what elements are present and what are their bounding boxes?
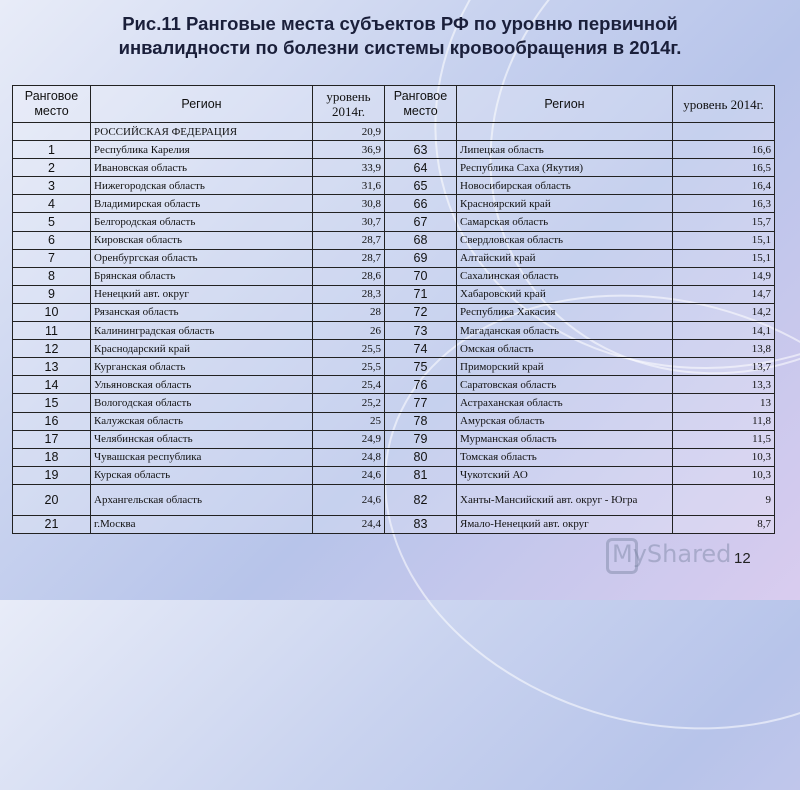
- level-left-cell: 24,8: [313, 448, 385, 466]
- region-right-cell: Самарская область: [457, 213, 673, 231]
- level-left-cell: 30,8: [313, 195, 385, 213]
- rank-right-cell: 65: [385, 177, 457, 195]
- level-right-cell: 16,6: [673, 141, 775, 159]
- region-right-cell: Алтайский край: [457, 249, 673, 267]
- rank-left-cell: 12: [13, 340, 91, 358]
- region-right-cell: Приморский край: [457, 358, 673, 376]
- level-left-cell: 28,3: [313, 285, 385, 303]
- region-left-cell: Нижегородская область: [91, 177, 313, 195]
- level-right-cell: 16,5: [673, 159, 775, 177]
- table-row: [13, 430, 775, 448]
- rank-right-cell: [385, 123, 457, 141]
- region-right-cell: Омская область: [457, 340, 673, 358]
- level-left-cell: 20,9: [313, 123, 385, 141]
- region-right-cell: Амурская область: [457, 412, 673, 430]
- level-right-cell: 10,3: [673, 448, 775, 466]
- header-level-right: уровень 2014г.: [673, 86, 775, 123]
- region-right-cell: Свердловская область: [457, 231, 673, 249]
- table-row: [13, 394, 775, 412]
- rank-right-cell: 71: [385, 285, 457, 303]
- level-left-cell: 25,5: [313, 358, 385, 376]
- region-right-cell: Астраханская область: [457, 394, 673, 412]
- table-row: [13, 231, 775, 249]
- rank-right-cell: 66: [385, 195, 457, 213]
- region-right-cell: [457, 123, 673, 141]
- level-right-cell: 15,1: [673, 231, 775, 249]
- table-row: [13, 141, 775, 159]
- page-title: [40, 12, 760, 60]
- rank-left-cell: 5: [13, 213, 91, 231]
- table-row: [13, 249, 775, 267]
- header-level-left: уровень 2014г.: [313, 86, 385, 123]
- region-left-cell: Оренбургская область: [91, 249, 313, 267]
- region-left-cell: Рязанская область: [91, 303, 313, 321]
- rank-left-cell: 8: [13, 267, 91, 285]
- rank-left-cell: 15: [13, 394, 91, 412]
- table-row: [13, 322, 775, 340]
- level-right-cell: 16,4: [673, 177, 775, 195]
- level-right-cell: 15,7: [673, 213, 775, 231]
- table-row: [13, 177, 775, 195]
- rank-left-cell: 9: [13, 285, 91, 303]
- level-left-cell: 28,7: [313, 231, 385, 249]
- page-number: 12: [734, 550, 751, 567]
- rank-left-cell: 17: [13, 430, 91, 448]
- level-left-cell: 28: [313, 303, 385, 321]
- table-row: [13, 123, 775, 141]
- level-right-cell: 13: [673, 394, 775, 412]
- table-row: [13, 195, 775, 213]
- level-right-cell: 15,1: [673, 249, 775, 267]
- region-right-cell: Томская область: [457, 448, 673, 466]
- rank-right-cell: 83: [385, 515, 457, 533]
- rank-right-cell: 67: [385, 213, 457, 231]
- rank-right-cell: 64: [385, 159, 457, 177]
- rank-right-cell: 81: [385, 466, 457, 484]
- level-left-cell: 36,9: [313, 141, 385, 159]
- level-left-cell: 28,6: [313, 267, 385, 285]
- level-right-cell: 13,8: [673, 340, 775, 358]
- table-row: [13, 340, 775, 358]
- region-left-cell: Калужская область: [91, 412, 313, 430]
- region-right-cell: Ханты-Мансийский авт. округ - Югра: [457, 484, 673, 515]
- table-row: [13, 285, 775, 303]
- rank-right-cell: 75: [385, 358, 457, 376]
- level-right-cell: 8,7: [673, 515, 775, 533]
- ranking-table: [12, 85, 775, 534]
- rank-left-cell: 3: [13, 177, 91, 195]
- level-left-cell: 31,6: [313, 177, 385, 195]
- level-right-cell: 9: [673, 484, 775, 515]
- rank-right-cell: 77: [385, 394, 457, 412]
- table-row: [13, 358, 775, 376]
- rank-left-cell: 21: [13, 515, 91, 533]
- region-left-cell: Ульяновская область: [91, 376, 313, 394]
- region-left-cell: Чувашская республика: [91, 448, 313, 466]
- rank-left-cell: 20: [13, 484, 91, 515]
- header-rank-right: Ранговое место: [385, 86, 457, 123]
- table-row: [13, 213, 775, 231]
- level-right-cell: 14,1: [673, 322, 775, 340]
- level-right-cell: 14,9: [673, 267, 775, 285]
- header-region-left: Регион: [91, 86, 313, 123]
- region-right-cell: Новосибирская область: [457, 177, 673, 195]
- region-right-cell: Саратовская область: [457, 376, 673, 394]
- header-region-right: Регион: [457, 86, 673, 123]
- region-left-cell: Кировская область: [91, 231, 313, 249]
- region-left-cell: Архангельская область: [91, 484, 313, 515]
- table-row: [13, 267, 775, 285]
- level-left-cell: 25,4: [313, 376, 385, 394]
- level-left-cell: 24,9: [313, 430, 385, 448]
- rank-right-cell: 82: [385, 484, 457, 515]
- table-row: [13, 448, 775, 466]
- level-right-cell: 13,7: [673, 358, 775, 376]
- rank-right-cell: 78: [385, 412, 457, 430]
- region-left-cell: Челябинская область: [91, 430, 313, 448]
- table-row: [13, 303, 775, 321]
- region-left-cell: Владимирская область: [91, 195, 313, 213]
- watermark-text: MyShared: [612, 540, 732, 568]
- region-left-cell: Краснодарский край: [91, 340, 313, 358]
- rank-left-cell: 13: [13, 358, 91, 376]
- table-row: [13, 376, 775, 394]
- rank-right-cell: 76: [385, 376, 457, 394]
- rank-right-cell: 73: [385, 322, 457, 340]
- rank-left-cell: 18: [13, 448, 91, 466]
- region-left-cell: Белгородская область: [91, 213, 313, 231]
- rank-right-cell: 72: [385, 303, 457, 321]
- region-right-cell: Чукотский АО: [457, 466, 673, 484]
- rank-right-cell: 80: [385, 448, 457, 466]
- rank-left-cell: 7: [13, 249, 91, 267]
- region-left-cell: Курганская область: [91, 358, 313, 376]
- title-line-2: инвалидности по болезни системы кровообращения в 2014г.: [118, 37, 682, 58]
- level-left-cell: 30,7: [313, 213, 385, 231]
- rank-right-cell: 79: [385, 430, 457, 448]
- level-left-cell: 25,2: [313, 394, 385, 412]
- rank-left-cell: 11: [13, 322, 91, 340]
- rank-right-cell: 74: [385, 340, 457, 358]
- region-left-cell: Вологодская область: [91, 394, 313, 412]
- region-right-cell: Ямало-Ненецкий авт. округ: [457, 515, 673, 533]
- rank-right-cell: 63: [385, 141, 457, 159]
- region-left-cell: Ивановская область: [91, 159, 313, 177]
- level-right-cell: 11,8: [673, 412, 775, 430]
- level-left-cell: 28,7: [313, 249, 385, 267]
- rank-left-cell: 4: [13, 195, 91, 213]
- table-row: [13, 484, 775, 515]
- region-left-cell: Курская область: [91, 466, 313, 484]
- table-row: [13, 159, 775, 177]
- level-right-cell: 11,5: [673, 430, 775, 448]
- region-right-cell: Республика Саха (Якутия): [457, 159, 673, 177]
- region-left-cell: г.Москва: [91, 515, 313, 533]
- level-left-cell: 25: [313, 412, 385, 430]
- region-right-cell: Липецкая область: [457, 141, 673, 159]
- level-right-cell: 14,7: [673, 285, 775, 303]
- region-left-cell: Ненецкий авт. округ: [91, 285, 313, 303]
- level-left-cell: 33,9: [313, 159, 385, 177]
- level-right-cell: 13,3: [673, 376, 775, 394]
- region-right-cell: Сахалинская область: [457, 267, 673, 285]
- rank-left-cell: 16: [13, 412, 91, 430]
- rank-left-cell: 2: [13, 159, 91, 177]
- rank-left-cell: 19: [13, 466, 91, 484]
- region-right-cell: Магаданская область: [457, 322, 673, 340]
- rank-left-cell: 1: [13, 141, 91, 159]
- rank-right-cell: 69: [385, 249, 457, 267]
- region-right-cell: Мурманская область: [457, 430, 673, 448]
- header-rank-left: Ранговое место: [13, 86, 91, 123]
- table-row: [13, 515, 775, 533]
- region-left-cell: РОССИЙСКАЯ ФЕДЕРАЦИЯ: [91, 123, 313, 141]
- level-left-cell: 26: [313, 322, 385, 340]
- region-right-cell: Республика Хакасия: [457, 303, 673, 321]
- table-row: [13, 466, 775, 484]
- table-row: [13, 412, 775, 430]
- level-left-cell: 24,4: [313, 515, 385, 533]
- region-right-cell: Хабаровский край: [457, 285, 673, 303]
- region-right-cell: Красноярский край: [457, 195, 673, 213]
- rank-left-cell: 14: [13, 376, 91, 394]
- level-left-cell: 24,6: [313, 484, 385, 515]
- region-left-cell: Республика Карелия: [91, 141, 313, 159]
- level-right-cell: 14,2: [673, 303, 775, 321]
- title-line-1: Рис.11 Ранговые места субъектов РФ по уровню первичной: [122, 13, 678, 34]
- level-right-cell: 16,3: [673, 195, 775, 213]
- rank-left-cell: 10: [13, 303, 91, 321]
- level-left-cell: 24,6: [313, 466, 385, 484]
- region-left-cell: Калининградская область: [91, 322, 313, 340]
- level-right-cell: 10,3: [673, 466, 775, 484]
- rank-right-cell: 70: [385, 267, 457, 285]
- level-right-cell: [673, 123, 775, 141]
- region-left-cell: Брянская область: [91, 267, 313, 285]
- level-left-cell: 25,5: [313, 340, 385, 358]
- rank-right-cell: 68: [385, 231, 457, 249]
- rank-left-cell: 6: [13, 231, 91, 249]
- table-header-row: [13, 86, 775, 123]
- rank-left-cell: [13, 123, 91, 141]
